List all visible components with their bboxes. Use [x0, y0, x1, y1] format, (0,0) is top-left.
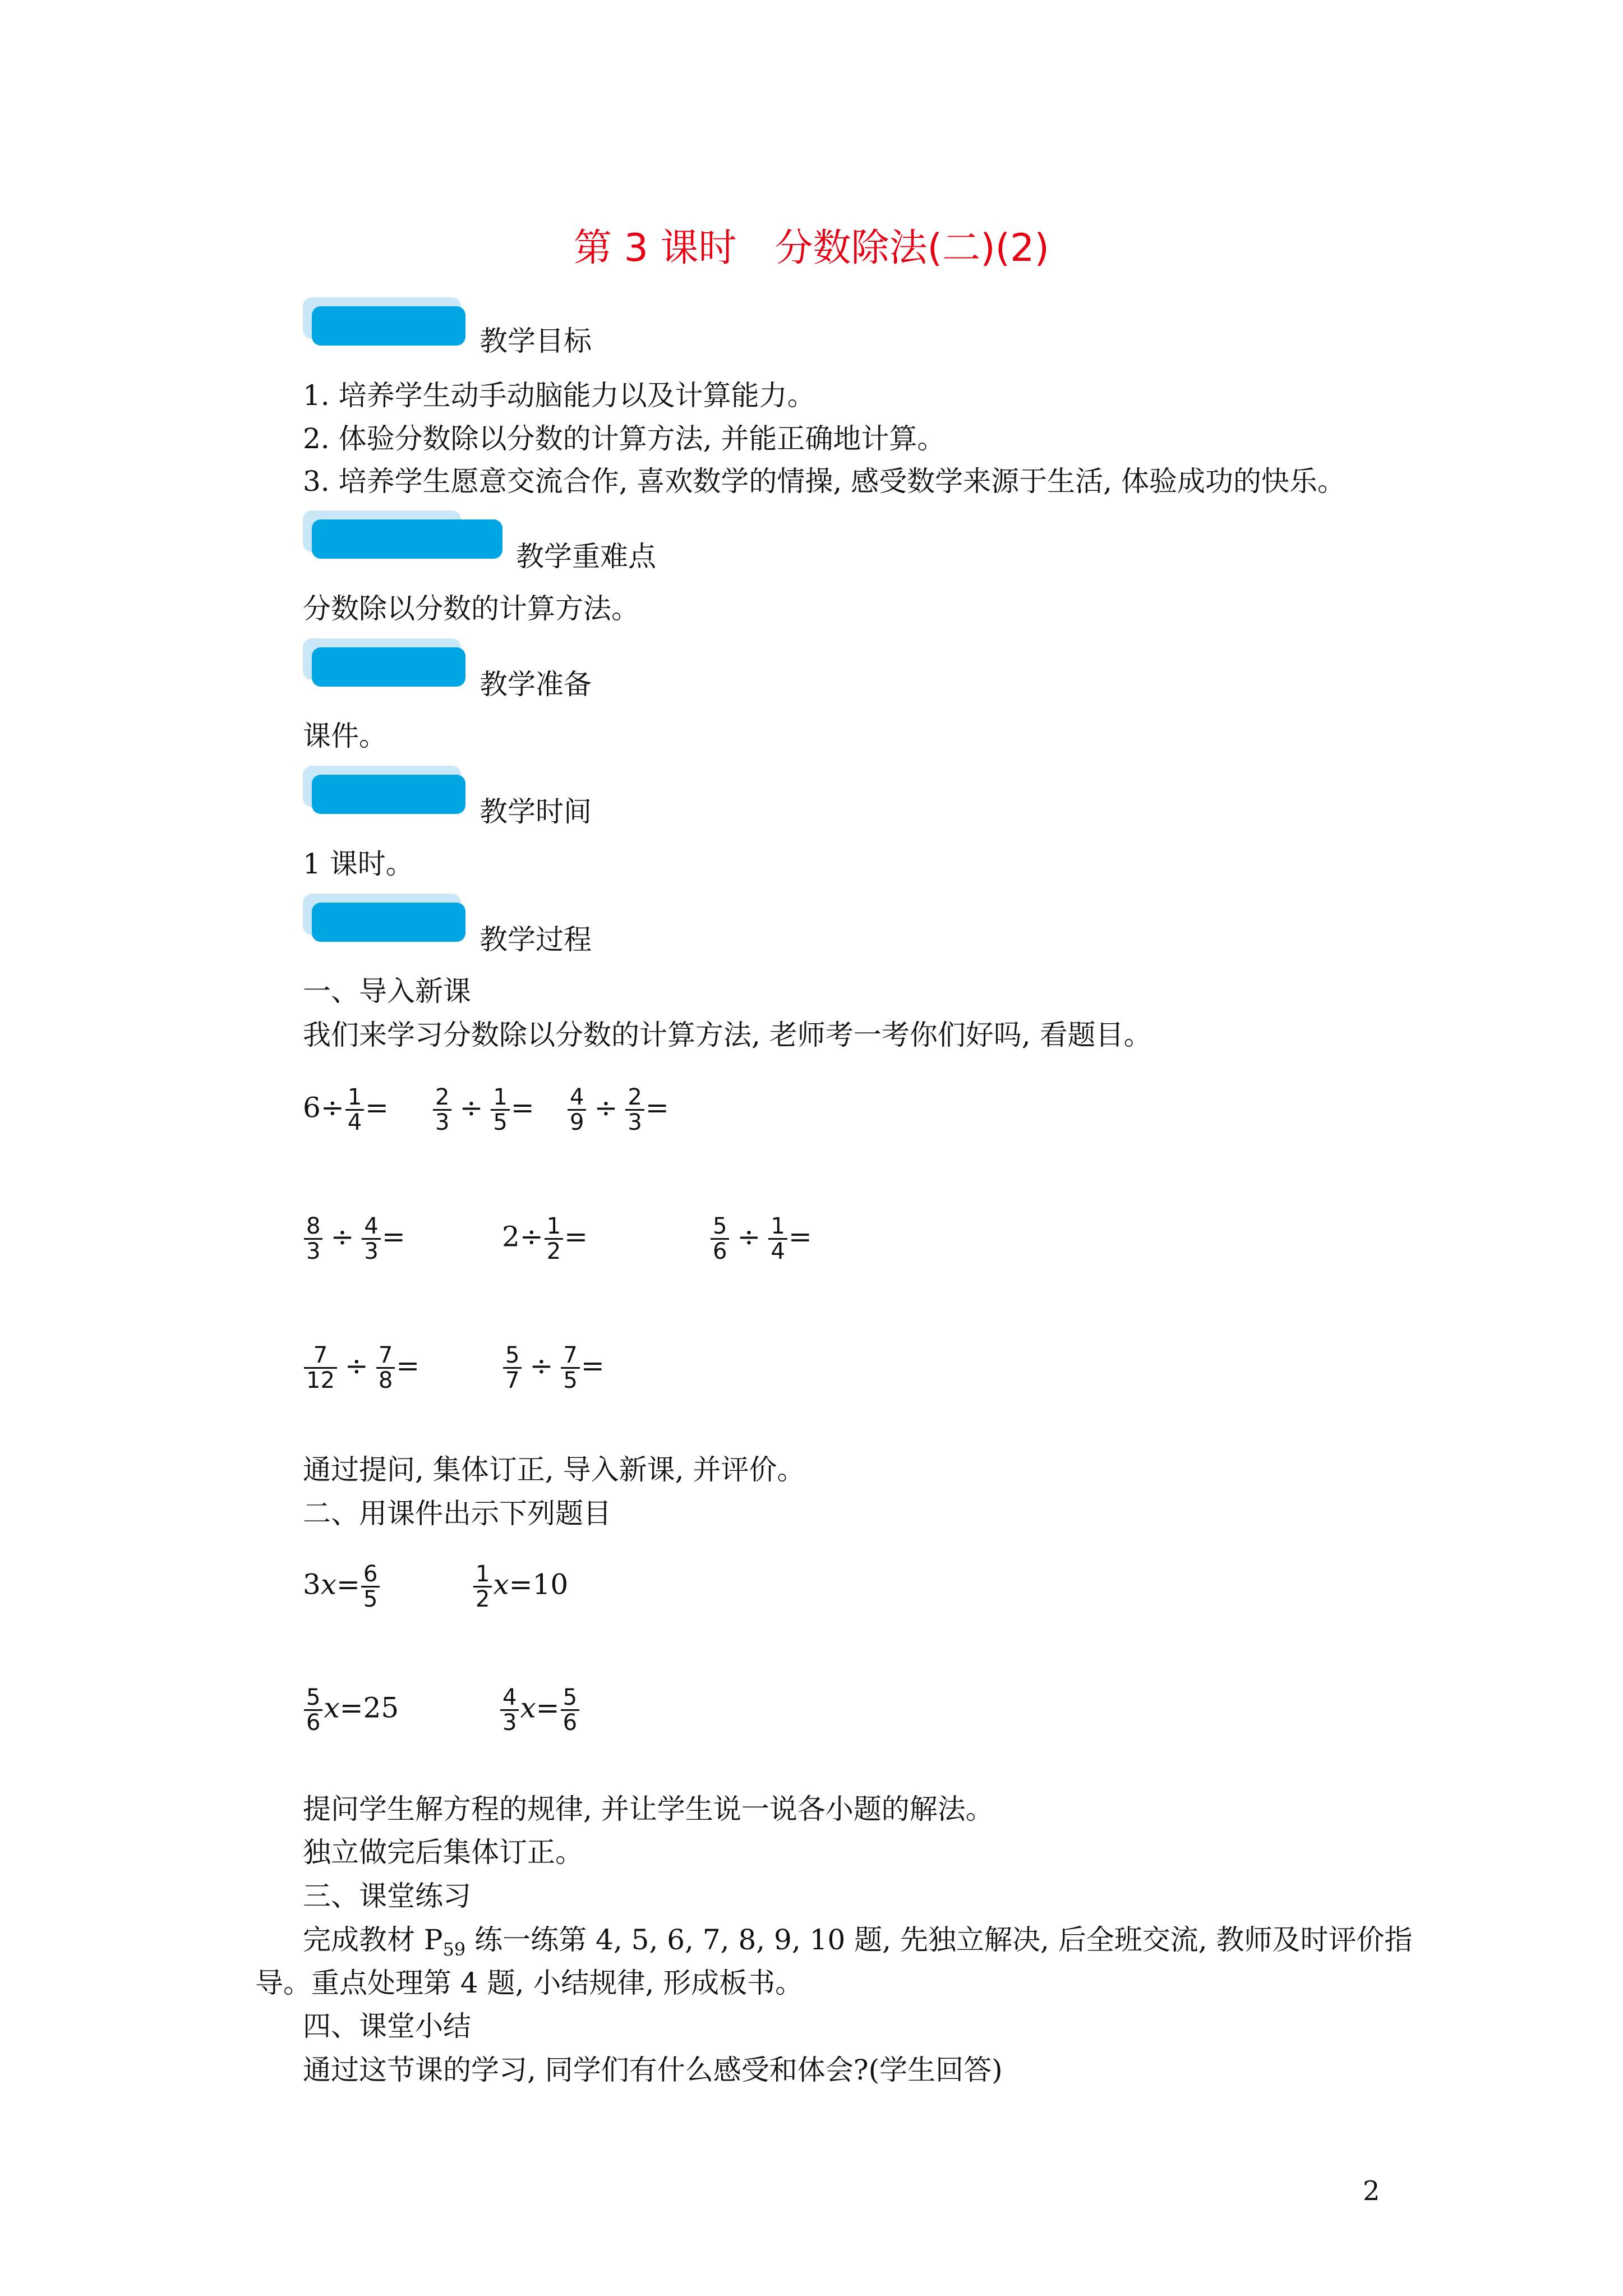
section-label-preparation: 教学准备 — [479, 668, 592, 701]
fraction: $\frac{8}{3}$ — [304, 1214, 322, 1263]
exercise-3: $\frac{4}{9}$ ÷ $\frac{2}{3}$ = — [566, 1085, 669, 1134]
fraction: $\frac{4}{3}$ — [362, 1214, 380, 1263]
exercise-1: 6÷ $\frac{1}{4}$ = — [303, 1084, 389, 1135]
fraction: $\frac{5}{6}$ — [561, 1686, 579, 1734]
step4-text: 通过这节课的学习, 同学们有什么感受和体会?(学生回答) — [303, 2054, 1003, 2086]
fraction: $\frac{5}{6}$ — [711, 1214, 729, 1263]
fraction: $\frac{2}{3}$ — [433, 1085, 451, 1134]
step3-heading: 三、课堂练习 — [303, 1880, 471, 1912]
fraction: $\frac{7}{8}$ — [376, 1343, 395, 1392]
equation-4: $\frac{4}{3}$ x= $\frac{5}{6}$ — [499, 1686, 580, 1734]
page-subscript: 59 — [442, 1939, 466, 1960]
fraction: $\frac{1}{2}$ — [545, 1214, 563, 1263]
duration-text: 1 课时。 — [303, 848, 414, 880]
fraction: $\frac{7}{12}$ — [304, 1343, 337, 1392]
equation-3: $\frac{5}{6}$ x=25 — [303, 1686, 399, 1734]
fraction: $\frac{6}{5}$ — [361, 1562, 380, 1611]
page-title: 第 3 课时 分数除法(二)(2) — [574, 226, 1049, 270]
section-badge — [303, 297, 465, 343]
exercise-6: $\frac{5}{6}$ ÷ $\frac{1}{4}$ = — [709, 1214, 812, 1263]
fraction: $\frac{1}{5}$ — [491, 1085, 509, 1134]
equation-2: $\frac{1}{2}$ x=10 — [472, 1562, 568, 1611]
fraction: $\frac{5}{7}$ — [503, 1343, 522, 1392]
key-point-text: 分数除以分数的计算方法。 — [303, 592, 639, 625]
section-label-duration: 教学时间 — [479, 795, 592, 828]
section-label-key-points: 教学重难点 — [516, 540, 656, 573]
exercise-8: $\frac{5}{7}$ ÷ $\frac{7}{5}$ = — [502, 1343, 605, 1392]
exercise-7: $\frac{7}{12}$ ÷ $\frac{7}{8}$ = — [303, 1343, 419, 1392]
page-number: 2 — [1363, 2175, 1380, 2207]
objective-3: 3. 培养学生愿意交流合作, 喜欢数学的情操, 感受数学来源于生活, 体验成功的快乐。 — [303, 465, 1345, 498]
equation-1: 3x= $\frac{6}{5}$ — [303, 1562, 381, 1611]
section-badge — [303, 638, 465, 684]
fraction: $\frac{5}{6}$ — [304, 1686, 322, 1734]
section-label-process: 教学过程 — [479, 923, 592, 956]
exercise-4: $\frac{8}{3}$ ÷ $\frac{4}{3}$ = — [303, 1214, 405, 1263]
step2-text-2: 独立做完后集体订正。 — [303, 1836, 583, 1869]
section-badge — [303, 894, 465, 940]
fraction: $\frac{7}{5}$ — [561, 1343, 579, 1392]
fraction: $\frac{1}{4}$ — [768, 1214, 787, 1263]
step3-text-cont: 导。重点处理第 4 题, 小结规律, 形成板书。 — [255, 1967, 804, 1999]
section-badge — [303, 766, 465, 812]
exercise-2: $\frac{2}{3}$ ÷ $\frac{1}{5}$ = — [432, 1085, 534, 1134]
exercise-5: 2÷ $\frac{1}{2}$ = — [502, 1213, 588, 1264]
section-badge — [303, 510, 465, 556]
fraction: $\frac{4}{3}$ — [500, 1686, 519, 1734]
fraction: $\frac{1}{4}$ — [345, 1085, 364, 1134]
step4-heading: 四、课堂小结 — [303, 2010, 471, 2042]
fraction: $\frac{1}{2}$ — [473, 1562, 492, 1611]
fraction: $\frac{2}{3}$ — [625, 1085, 644, 1134]
step2-heading: 二、用课件出示下列题目 — [303, 1497, 611, 1530]
step2-text-1: 提问学生解方程的规律, 并让学生说一说各小题的解法。 — [303, 1793, 994, 1825]
section-label-objectives: 教学目标 — [479, 325, 592, 357]
objective-1: 1. 培养学生动手动脑能力以及计算能力。 — [303, 379, 815, 412]
step1-after: 通过提问, 集体订正, 导入新课, 并评价。 — [303, 1453, 805, 1486]
preparation-text: 课件。 — [303, 720, 387, 752]
fraction: $\frac{4}{9}$ — [568, 1085, 586, 1134]
step1-heading: 一、导入新课 — [303, 975, 471, 1007]
step3-text: 完成教材 $P_{59}$ 练一练第 4, 5, 6, 7, 8, 9, 10 题, 先独立解决, 后全班交流, 教师及时评价指 — [303, 1924, 1413, 1960]
objective-2: 2. 体验分数除以分数的计算方法, 并能正确地计算。 — [303, 422, 946, 455]
step1-text: 我们来学习分数除以分数的计算方法, 老师考一考你们好吗, 看题目。 — [303, 1019, 1152, 1051]
